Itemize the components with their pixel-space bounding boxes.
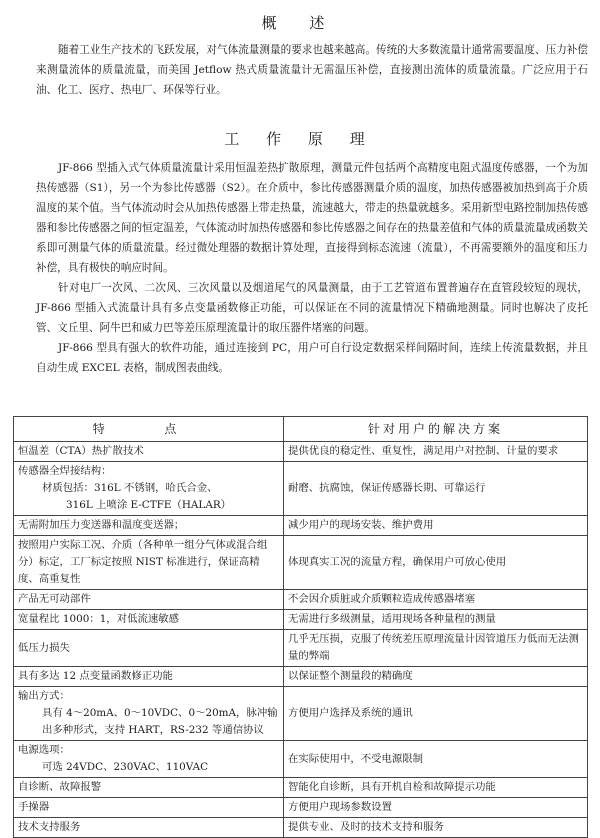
feature-text: 传感器全焊接结构：	[18, 465, 112, 477]
feature-subtext: 具有 4～20mA、0～10VDC、0～20mA，脉冲输出多种形式，支持 HART，RS-232 等通信协议	[42, 707, 278, 736]
feature-subtext: 可选 24VDC、230VAC、110VAC	[42, 761, 209, 773]
table-row	[14, 798, 588, 818]
feature-subtext: 316L 上喷涂 E-CTFE（HALAR）	[66, 499, 232, 511]
header-solution: 针对用户的解决方案	[284, 417, 588, 442]
solution-cell: 提供优良的稳定性、重复性，满足用户对控制、计量的要求	[284, 442, 588, 462]
feature-text: 输出方式：	[18, 690, 70, 702]
feature-cell	[14, 687, 284, 741]
feature-text: 手操器	[18, 801, 50, 813]
feature-cell	[14, 818, 284, 838]
table-row	[14, 778, 588, 798]
feature-text: 产品无可动部件	[18, 593, 91, 605]
principle-paragraph-3: JF-866 型具有强大的软件功能，通过连接到 PC，用户可自行设定数据采样间隔时间，连续上传流量数据，并且自动生成 EXCEL 表格，制成图表曲线。	[36, 342, 588, 374]
feature-text: 宽量程比 1000：1，对低流速敏感	[18, 613, 180, 625]
table-row	[14, 741, 588, 778]
solution-cell: 不会因介质脏或介质颗粒造成传感器堵塞	[284, 590, 588, 610]
solution-cell: 方便用户选择及系统的通讯	[284, 687, 588, 741]
solution-cell: 无需进行多级测量，适用现场各种量程的测量	[284, 610, 588, 630]
feature-cell	[14, 442, 284, 462]
feature-cell	[14, 516, 284, 536]
table-row	[14, 442, 588, 462]
principle-title: 工 作 原 理	[224, 130, 376, 148]
solution-cell: 方便用户现场参数设置	[284, 798, 588, 818]
table-row	[14, 687, 588, 741]
feature-text: 无需附加压力变送器和温度变送器；	[18, 519, 185, 531]
solution-cell: 耐磨、抗腐蚀，保证传感器长期、可靠运行	[284, 462, 588, 516]
solution-cell: 几乎无压损，克服了传统差压原理流量计因管道压力低而无法测量的弊端	[284, 630, 588, 667]
feature-text: 自诊断、故障报警	[18, 781, 102, 793]
solution-cell: 提供专业、及时的技术支持和服务	[284, 818, 588, 838]
feature-text: 低压力损失	[18, 641, 70, 654]
feature-text: 恒温差（CTA）热扩散技术	[18, 445, 144, 457]
header-feature: 特 点	[14, 417, 284, 442]
solution-cell: 在实际使用中，不受电源限制	[284, 741, 588, 778]
solution-cell: 以保证整个测量段的精确度	[284, 667, 588, 687]
feature-text: 按照用户实际工况、介质（各种单一组分气体或混合组分）标定，工厂标定按照 NIST 标准进行，保证高精度、高重复性	[18, 539, 268, 585]
solution-cell: 智能化自诊断，具有开机自检和故障提示功能	[284, 778, 588, 798]
solution-cell: 减少用户的现场安装、维护费用	[284, 516, 588, 536]
table-header-row	[14, 417, 588, 442]
feature-cell	[14, 590, 284, 610]
overview-paragraph: 随着工业生产技术的飞跃发展，对气体流量测量的要求也越来越高。传统的大多数流量计通常需要温度、压力补偿来测量流体的质量流量，而美国 Jetflow 热式质量流量计无需温压补偿，直接测出流体的质量流量。广泛应用于石油、化工、医疗、热电厂、环保等行业。	[36, 44, 588, 96]
solution-cell: 体现真实工况的流量方程，确保用户可放心使用	[284, 536, 588, 590]
table-row	[14, 536, 588, 590]
table-row	[14, 630, 588, 667]
table-row	[14, 818, 588, 838]
table-row	[14, 462, 588, 516]
feature-cell	[14, 630, 284, 667]
feature-cell	[14, 741, 284, 778]
feature-text: 电源选项：	[18, 744, 70, 756]
feature-cell	[14, 778, 284, 798]
feature-text: 技术支持服务	[18, 821, 81, 833]
feature-cell	[14, 798, 284, 818]
principle-paragraph-2: 针对电厂一次风、二次风、三次风量以及烟道尾气的风量测量，由于工艺管道布置普遍存在直管段较短的现状，JF-866 型插入式流量计具有多点变量函数修正功能，可以保证在不同的流量情况下精确地测量。同时也解决了皮托管、文丘里、阿牛巴和威力巴等差压原理流量计的取压器件堵塞的问题。	[36, 282, 588, 334]
feature-cell	[14, 610, 284, 630]
feature-text: 具有多达 12 点变量函数修正功能	[18, 670, 173, 682]
overview-title: 概 述	[261, 14, 339, 32]
principle-paragraph-1: JF-866 型插入式气体质量流量计采用恒温差热扩散原理，测量元件包括两个高精度电阻式温度传感器，一个为加热传感器（S1），另一个为参比传感器（S2）。在介质中，参比传感器测量介质的温度，加热传感器被加热到高于介质温度的某个值。当气体流动时会从加热传感器上带走热量，流速越大，带走的热量就越多。采用新型电路控制加热传感器和参比传感器之间的恒定温差，气体流动时加热传感器和参比传感器之间存在的热量差值和气体的质量流量成函数关系即可测量气体的质量流量。经过微处理器的数据计算处理，直接得到标态流速（流量），不再需要额外的温度和压力补偿，具有极快的响应时间。	[36, 162, 588, 274]
feature-cell	[14, 536, 284, 590]
feature-cell	[14, 462, 284, 516]
table-row	[14, 610, 588, 630]
table-row	[14, 590, 588, 610]
table-row	[14, 516, 588, 536]
table-row	[14, 667, 588, 687]
feature-table	[13, 416, 588, 838]
feature-subtext: 材质包括：316L 不锈钢，哈氏合金、	[42, 482, 218, 494]
feature-cell	[14, 667, 284, 687]
